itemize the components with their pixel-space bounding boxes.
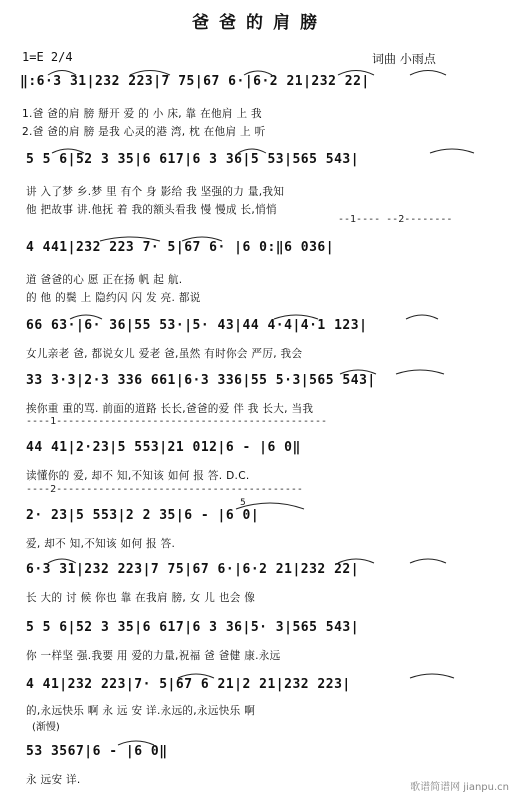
notation-row-10: 4 41|232 223|7· 5|67 6 21|2 21|232 223| — [26, 677, 351, 692]
notation-row-11: 53 3567|6 - |6 0‖ — [26, 744, 168, 759]
notation-row-8: 6·3 31|232 223|7 75|67 6·|6·2 21|232 22| — [26, 562, 360, 577]
volta-bracket-2: ----2----------------------------------------- — [26, 484, 303, 495]
notation-row-5: 33 3·3|2·3 336 661|6·3 336|55 5·3|565 543| — [26, 373, 376, 388]
lyric-row-3-verse-2: 的 他 的鬓 上 隐约闪 闪 发 亮. 都说 — [26, 292, 201, 304]
credit-line: 词曲 小雨点 — [372, 52, 436, 66]
lyric-row-9: 你 一样坚 强.我要 用 爱的力量,祝福 爸 爸健 康.永远 — [26, 650, 281, 662]
lyric-row-2-verse-1: 讲 入了梦 乡.梦 里 有个 身 影给 我 坚强的力 量,我知 — [26, 186, 285, 198]
notation-row-7: 2· 23|5 553|2 2 35|6 - |6 0| — [26, 508, 260, 523]
lyric-row-1-verse-2: 2.爸 爸的肩 膀 是我 心灵的港 湾, 枕 在他肩 上 听 — [22, 126, 266, 138]
tempo-marking: (渐慢) — [32, 722, 60, 733]
lyric-row-2-verse-2: 他 把故事 讲.他抚 着 我的额头看我 慢 慢成 长,悄悄 — [26, 204, 277, 216]
notation-row-2: 5 5 6|52 3 35|6 617|6 3 36|5 53|565 543| — [26, 152, 360, 167]
notation-row-9: 5 5 6|52 3 35|6 617|6 3 36|5· 3|565 543| — [26, 620, 360, 635]
lyric-row-11: 永 远安 详. — [26, 774, 81, 786]
song-title: 爸爸的肩膀 — [192, 13, 327, 33]
lyric-row-1-verse-1: 1.爸 爸的肩 膀 掰开 爱 的 小 床, 靠 在他肩 上 我 — [22, 108, 262, 120]
notation-row-1: ‖:6·3 31|232 223|7 75|67 6·|6·2 21|232 22| — [20, 74, 370, 89]
site-watermark: 歌谱简谱网 jianpu.cn — [410, 782, 509, 793]
lyric-row-10: 的,永远快乐 啊 永 远 安 详.永远的,永远快乐 啊 — [26, 705, 256, 717]
grace-note: 5 — [240, 498, 246, 508]
volta-bracket-1-2: --1---- --2-------- — [338, 214, 453, 225]
lyric-row-5: 挨你重 重的骂. 前面的道路 长长,爸爸的爱 伴 我 长大, 当我 — [26, 403, 314, 415]
notation-row-4: 66 63·|6· 36|55 53·|5· 43|44 4·4|4·1 123| — [26, 318, 368, 333]
lyric-row-6: 读懂你的 爱, 却不 知,不知该 如何 报 答. D.C. — [26, 470, 250, 482]
volta-bracket-1: ----1--------------------------------------------- — [26, 416, 328, 427]
lyric-row-4: 女儿亲老 爸, 都说女儿 爱老 爸,虽然 有时你会 严厉, 我会 — [26, 348, 303, 360]
notation-row-3: 4 441|232 223 7· 5|67 6· |6 0:‖6 036| — [26, 240, 335, 255]
lyric-row-3-verse-1: 道 爸爸的心 愿 正在扬 帆 起 航. — [26, 274, 183, 286]
lyric-row-8: 长 大的 讨 候 你也 靠 在我肩 膀, 女 儿 也会 像 — [26, 592, 256, 604]
lyric-row-7: 爱, 却不 知,不知该 如何 报 答. — [26, 538, 176, 550]
key-signature: 1=E 2/4 — [22, 50, 73, 64]
notation-row-6: 44 41|2·23|5 553|21 012|6 - |6 0‖ — [26, 440, 301, 455]
